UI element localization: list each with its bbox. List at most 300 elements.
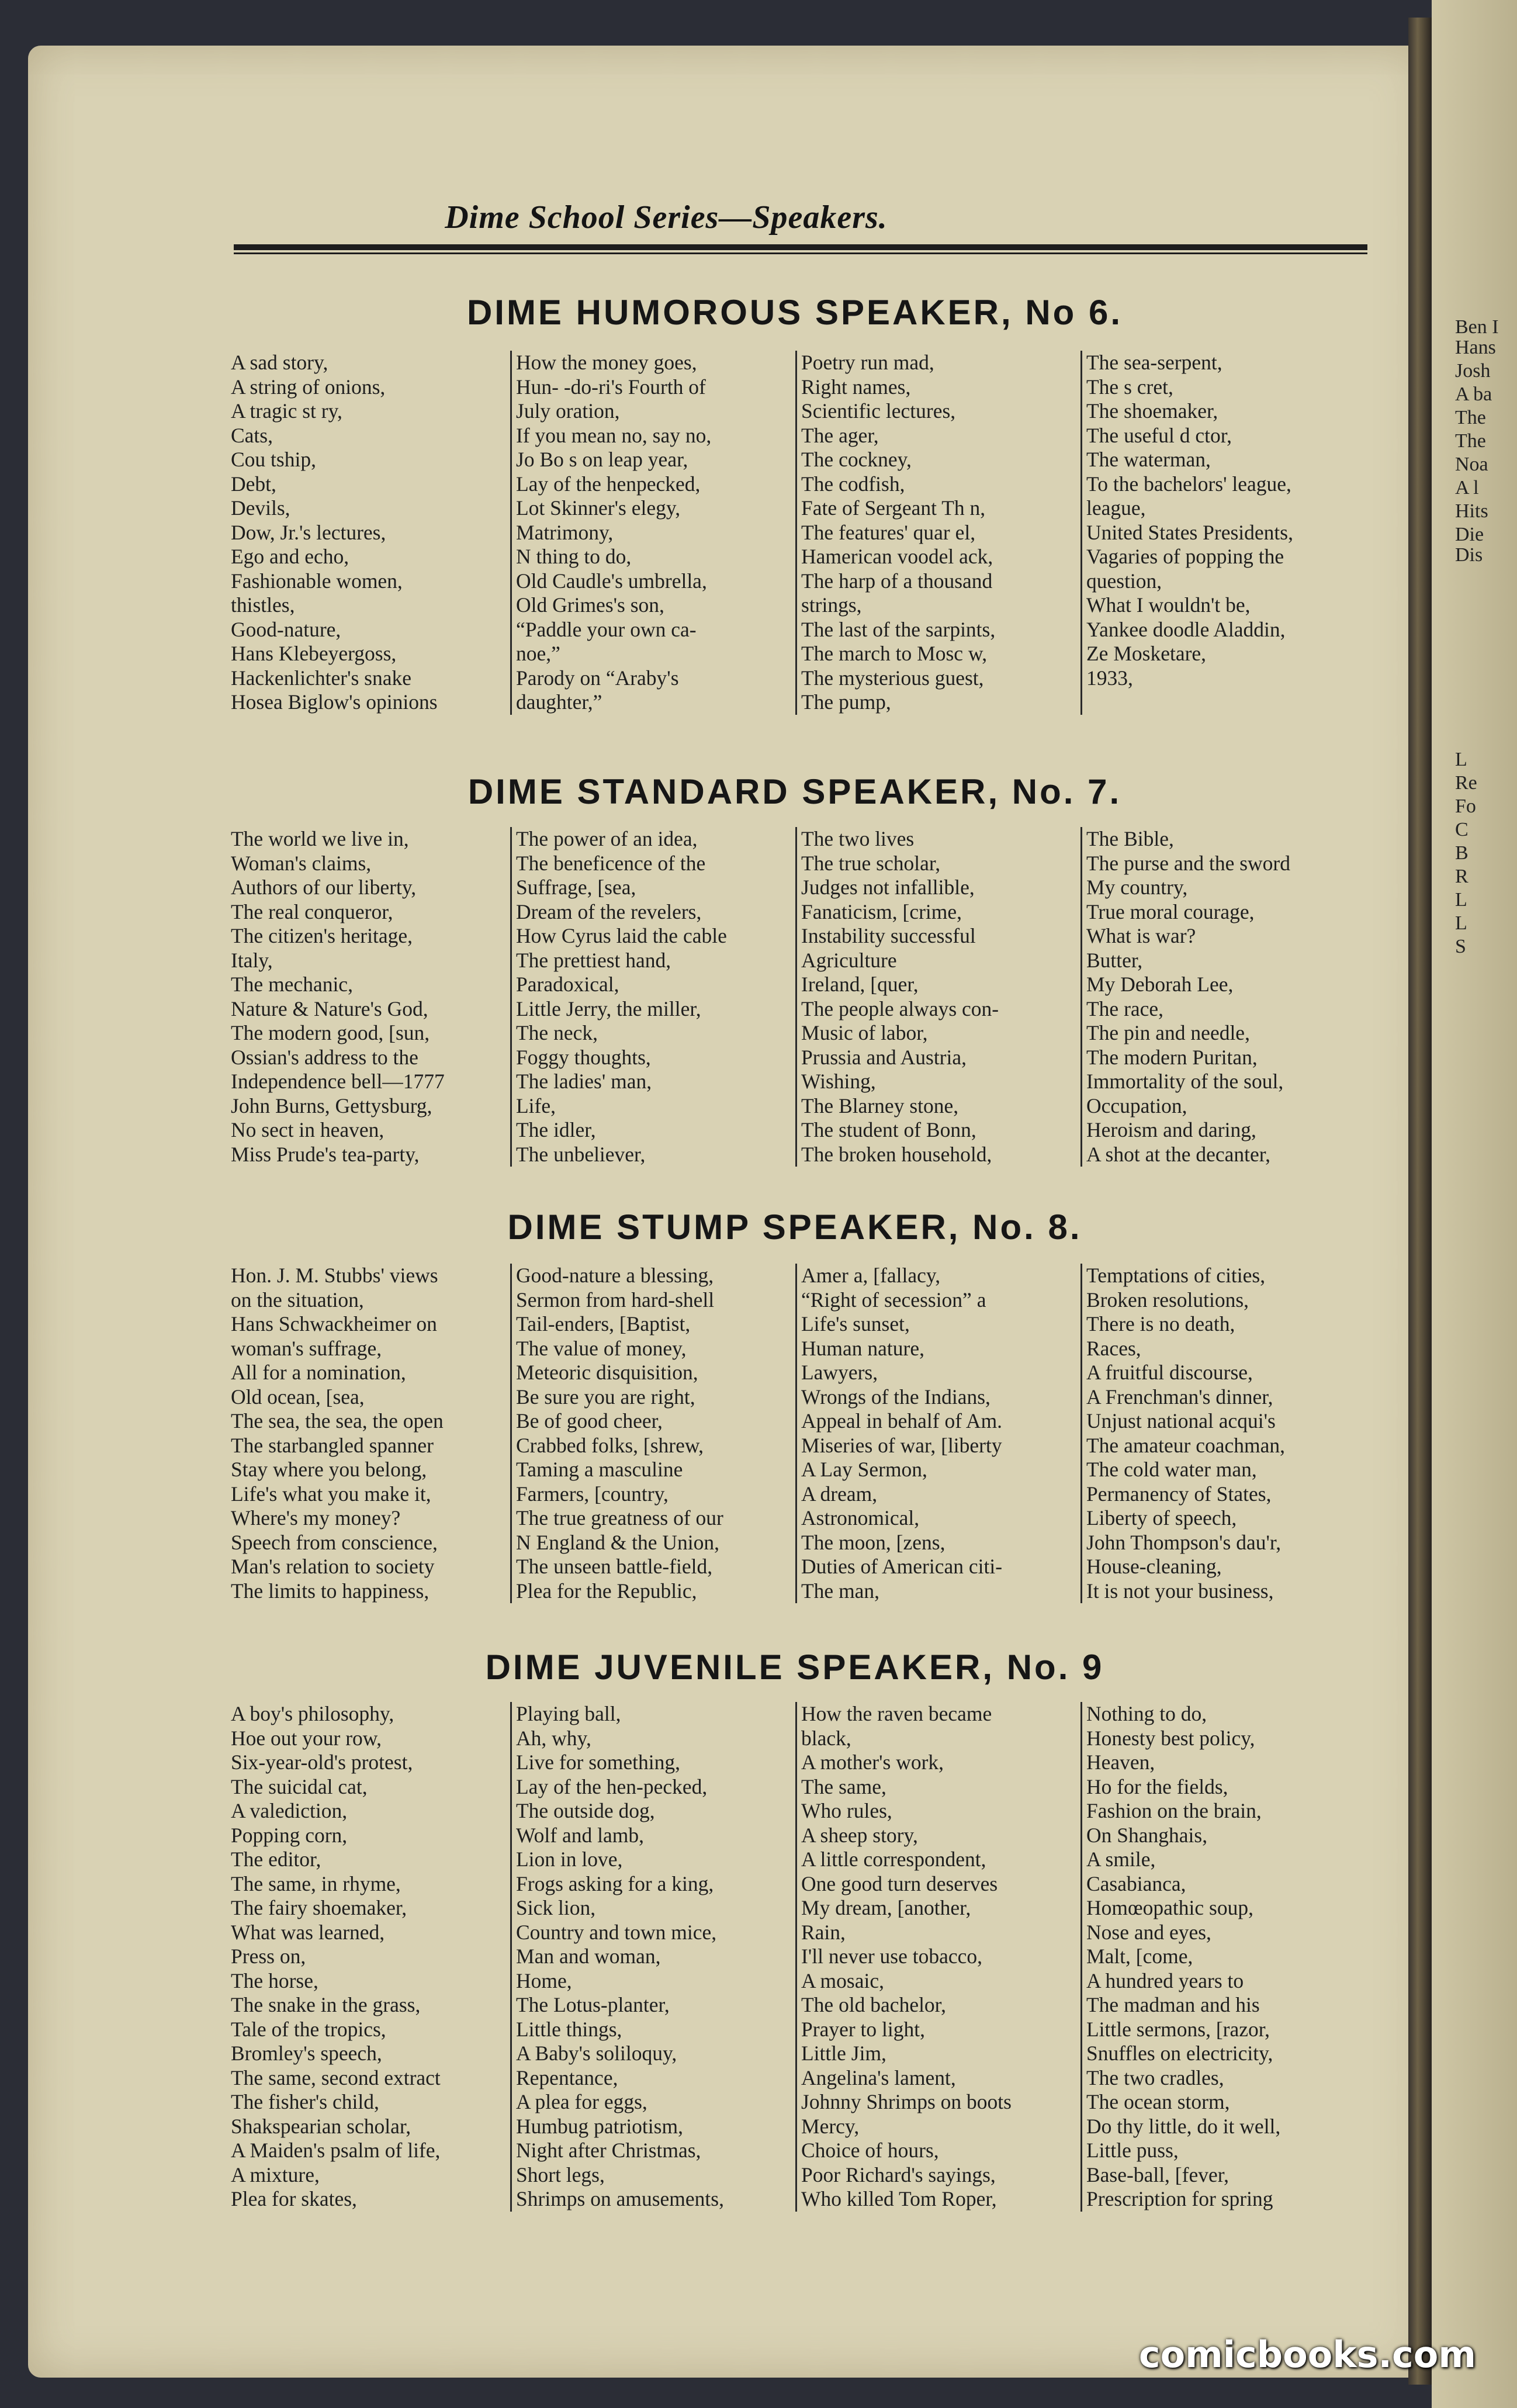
list-item: Shakspearian scholar, xyxy=(231,2114,411,2138)
fragment-text: Noa xyxy=(1455,454,1488,475)
list-item: Honesty best policy, xyxy=(1086,1726,1255,1750)
section-0-column-4 xyxy=(1086,351,1366,715)
list-item: Lion in love, xyxy=(516,1847,623,1871)
list-item: A Lay Sermon, xyxy=(801,1458,927,1481)
list-item: If you mean no, say no, xyxy=(516,423,712,447)
list-item: Casabianca, xyxy=(1086,1871,1186,1895)
list-item: A plea for eggs, xyxy=(516,2090,647,2113)
list-item: The unseen battle-field, xyxy=(516,1555,713,1578)
list-item: The snake in the grass, xyxy=(231,1993,421,2016)
list-item: A dream, xyxy=(801,1482,878,1506)
list-item: woman's suffrage, xyxy=(231,1336,382,1360)
list-item: Fanaticism, [crime, xyxy=(801,899,962,923)
fragment-text: Re xyxy=(1455,772,1477,794)
list-item: Life, xyxy=(516,1094,556,1117)
list-item: Music of labor, xyxy=(801,1021,928,1044)
list-item: A Baby's soliloquy, xyxy=(516,2042,677,2065)
list-item: thistles, xyxy=(231,593,295,617)
list-item: Sick lion, xyxy=(516,1896,596,1919)
list-item: 1933, xyxy=(1086,666,1133,690)
list-item: No sect in heaven, xyxy=(231,1118,385,1141)
list-item: Nose and eyes, xyxy=(1086,1920,1211,1944)
list-item: The race, xyxy=(1086,997,1164,1020)
section-1-column-3 xyxy=(801,827,1082,1167)
list-item: The madman and his xyxy=(1086,1993,1260,2016)
list-item: My dream, [another, xyxy=(801,1896,971,1919)
list-item: Rain, xyxy=(801,1920,846,1944)
list-item: Parody on “Araby's xyxy=(516,666,679,690)
list-item: Homœopathic soup, xyxy=(1086,1896,1253,1919)
section-1-column-4 xyxy=(1086,827,1366,1167)
list-item: My country, xyxy=(1086,876,1188,899)
list-item: Tail-enders, [Baptist, xyxy=(516,1312,691,1336)
list-item: A mosaic, xyxy=(801,1968,884,1992)
list-item: Nature & Nature's God, xyxy=(231,997,428,1020)
list-item: Taming a masculine xyxy=(516,1458,683,1481)
list-item: Lay of the henpecked, xyxy=(516,472,701,496)
list-item: Fashion on the brain, xyxy=(1086,1799,1262,1822)
list-item: True moral courage, xyxy=(1086,899,1255,923)
list-item: Do thy little, do it well, xyxy=(1086,2114,1281,2138)
list-item: Scientific lectures, xyxy=(801,399,956,423)
list-item: Astronomical, xyxy=(801,1506,920,1530)
list-item: The horse, xyxy=(231,1968,318,1992)
list-item: It is not your business, xyxy=(1086,1579,1274,1603)
list-item: On Shanghais, xyxy=(1086,1823,1208,1847)
list-item: Hon. J. M. Stubbs' views xyxy=(231,1264,438,1287)
list-item: Temptations of cities, xyxy=(1086,1264,1266,1287)
list-item: The prettiest hand, xyxy=(516,948,671,972)
list-item: The starbangled spanner xyxy=(231,1433,434,1457)
list-item: Broken resolutions, xyxy=(1086,1288,1249,1312)
list-item: A tragic st ry, xyxy=(231,399,342,423)
watermark: comicbooks.com xyxy=(1138,2333,1476,2376)
list-item: Immortality of the soul, xyxy=(1086,1070,1284,1093)
list-item: strings, xyxy=(801,593,862,617)
list-item: The broken household, xyxy=(801,1142,992,1166)
list-item: Wolf and lamb, xyxy=(516,1823,644,1847)
list-item: House-cleaning, xyxy=(1086,1555,1222,1578)
list-item: Wishing, xyxy=(801,1070,876,1093)
list-item: The pump, xyxy=(801,690,891,714)
list-item: The same, second extract xyxy=(231,2066,441,2089)
list-item: The editor, xyxy=(231,1847,321,1871)
section-3-column-1 xyxy=(231,1702,512,2212)
list-item: Little Jerry, the miller, xyxy=(516,997,701,1020)
list-item: The true greatness of our xyxy=(516,1506,723,1530)
list-item: Ze Mosketare, xyxy=(1086,642,1207,665)
list-item: Hamerican voodel ack, xyxy=(801,545,993,568)
list-item: Permanency of States, xyxy=(1086,1482,1272,1506)
list-item: Humbug patriotism, xyxy=(516,2114,683,2138)
list-item: Sermon from hard-shell xyxy=(516,1288,715,1312)
list-item: The s cret, xyxy=(1086,375,1173,399)
list-item: What is war? xyxy=(1086,924,1196,947)
fragment-text: Ben I xyxy=(1455,316,1499,338)
list-item: Wrongs of the Indians, xyxy=(801,1385,990,1409)
list-item: Playing ball, xyxy=(516,1702,621,1725)
list-item: Jo Bo s on leap year, xyxy=(516,448,688,471)
list-item: Occupation, xyxy=(1086,1094,1187,1117)
list-item: Cats, xyxy=(231,423,273,447)
list-item: The sea-serpent, xyxy=(1086,351,1222,374)
fragment-text: Dis xyxy=(1455,544,1483,566)
list-item: Judges not infallible, xyxy=(801,876,975,899)
adjacent-page-fragment xyxy=(1432,0,1517,2408)
list-item: “Right of secession” a xyxy=(801,1288,986,1312)
list-item: Country and town mice, xyxy=(516,1920,717,1944)
list-item: Hosea Biglow's opinions xyxy=(231,690,438,714)
list-item: The waterman, xyxy=(1086,448,1211,471)
list-item: Independence bell—1777 xyxy=(231,1070,445,1093)
list-item: Butter, xyxy=(1086,948,1143,972)
list-item: All for a nomination, xyxy=(231,1361,406,1384)
list-item: Woman's claims, xyxy=(231,851,372,875)
list-item: July oration, xyxy=(516,399,620,423)
list-item: Heroism and daring, xyxy=(1086,1118,1256,1141)
list-item: The outside dog, xyxy=(516,1799,655,1822)
section-3-column-3 xyxy=(801,1702,1082,2212)
list-item: A boy's philosophy, xyxy=(231,1702,394,1725)
list-item: Human nature, xyxy=(801,1336,924,1360)
list-item: Press on, xyxy=(231,1945,306,1968)
section-title-humorous-speaker: DIME HUMOROUS SPEAKER, No 6. xyxy=(466,293,1123,332)
list-item: Amer a, [fallacy, xyxy=(801,1264,941,1287)
fragment-text: C xyxy=(1455,819,1468,840)
fragment-text: B xyxy=(1455,842,1468,864)
list-item: The fairy shoemaker, xyxy=(231,1896,407,1919)
list-item: The fisher's child, xyxy=(231,2090,379,2113)
list-item: Nothing to do, xyxy=(1086,1702,1207,1725)
section-1-column-1 xyxy=(231,827,512,1167)
list-item: The cockney, xyxy=(801,448,912,471)
list-item: Choice of hours, xyxy=(801,2139,939,2162)
list-item: The last of the sarpints, xyxy=(801,617,996,641)
list-item: The two cradles, xyxy=(1086,2066,1224,2089)
list-item: Lot Skinner's elegy, xyxy=(516,496,681,520)
list-item: daughter,” xyxy=(516,690,602,714)
list-item: Poor Richard's sayings, xyxy=(801,2163,996,2186)
section-2-column-4 xyxy=(1086,1264,1366,1603)
fragment-text: S xyxy=(1455,936,1466,957)
list-item: Man's relation to society xyxy=(231,1555,435,1578)
list-item: The limits to happiness, xyxy=(231,1579,430,1603)
list-item: Stay where you belong, xyxy=(231,1458,427,1481)
list-item: Little sermons, [razor, xyxy=(1086,2017,1270,2041)
list-item: A Frenchman's dinner, xyxy=(1086,1385,1273,1409)
list-item: Plea for the Republic, xyxy=(516,1579,697,1603)
list-item: The harp of a thousand xyxy=(801,569,993,593)
list-item: The codfish, xyxy=(801,472,905,496)
list-item: A shot at the decanter, xyxy=(1086,1142,1271,1166)
list-item: Lawyers, xyxy=(801,1361,878,1384)
list-item: The world we live in, xyxy=(231,827,409,850)
list-item: Ho for the fields, xyxy=(1086,1774,1228,1798)
list-item: Races, xyxy=(1086,1336,1141,1360)
list-item: Suffrage, [sea, xyxy=(516,876,636,899)
list-item: The true scholar, xyxy=(801,851,941,875)
list-item: Appeal in behalf of Am. xyxy=(801,1409,1003,1433)
list-item: I'll never use tobacco, xyxy=(801,1945,982,1968)
fragment-text: Fo xyxy=(1455,795,1476,817)
list-item: The modern Puritan, xyxy=(1086,1045,1258,1069)
header-rule-thin xyxy=(234,252,1367,254)
list-item: To the bachelors' league, xyxy=(1086,472,1291,496)
list-item: The shoemaker, xyxy=(1086,399,1218,423)
list-item: The old bachelor, xyxy=(801,1993,946,2016)
list-item: A hundred years to xyxy=(1086,1968,1244,1992)
list-item: Who killed Tom Roper, xyxy=(801,2187,997,2210)
list-item: The value of money, xyxy=(516,1336,687,1360)
list-item: The cold water man, xyxy=(1086,1458,1257,1481)
list-item: Agriculture xyxy=(801,948,897,972)
list-item: The ladies' man, xyxy=(516,1070,652,1093)
list-item: Be of good cheer, xyxy=(516,1409,663,1433)
list-item: A Maiden's psalm of life, xyxy=(231,2139,441,2162)
list-item: A mother's work, xyxy=(801,1750,944,1774)
list-item: Speech from conscience, xyxy=(231,1530,438,1554)
list-item: Ego and echo, xyxy=(231,545,349,568)
list-item: Devils, xyxy=(231,496,290,520)
list-item: The people always con- xyxy=(801,997,999,1020)
list-item: Johnny Shrimps on boots xyxy=(801,2090,1012,2113)
list-item: A little correspondent, xyxy=(801,1847,986,1871)
list-item: A sheep story, xyxy=(801,1823,918,1847)
list-item: N thing to do, xyxy=(516,545,632,568)
list-item: Night after Christmas, xyxy=(516,2139,701,2162)
section-2-column-3 xyxy=(801,1264,1082,1603)
list-item: The two lives xyxy=(801,827,915,850)
list-item: Short legs, xyxy=(516,2163,605,2186)
list-item: The neck, xyxy=(516,1021,598,1044)
list-item: Hoe out your row, xyxy=(231,1726,382,1750)
list-item: The useful d ctor, xyxy=(1086,423,1232,447)
list-item: Life's sunset, xyxy=(801,1312,910,1336)
list-item: The march to Mosc w, xyxy=(801,642,988,665)
list-item: Hackenlichter's snake xyxy=(231,666,411,690)
fragment-text: Josh xyxy=(1455,360,1491,382)
list-item: Plea for skates, xyxy=(231,2187,357,2210)
list-item: The sea, the sea, the open xyxy=(231,1409,444,1433)
list-item: Farmers, [country, xyxy=(516,1482,669,1506)
list-item: How the money goes, xyxy=(516,351,697,374)
list-item: Miseries of war, [liberty xyxy=(801,1433,1002,1457)
list-item: The same, in rhyme, xyxy=(231,1871,401,1895)
list-item: Prayer to light, xyxy=(801,2017,925,2041)
section-title-juvenile-speaker: DIME JUVENILE SPEAKER, No. 9 xyxy=(485,1648,1104,1687)
list-item: Lay of the hen-pecked, xyxy=(516,1774,708,1798)
list-item: Liberty of speech, xyxy=(1086,1506,1237,1530)
section-0-column-1 xyxy=(231,351,512,715)
list-item: Man and woman, xyxy=(516,1945,661,1968)
section-0-column-2 xyxy=(516,351,797,715)
list-item: Unjust national acqui's xyxy=(1086,1409,1276,1433)
list-item: Good-nature a blessing, xyxy=(516,1264,714,1287)
list-item: Life's what you make it, xyxy=(231,1482,431,1506)
list-item: Fashionable women, xyxy=(231,569,403,593)
section-title-standard-speaker: DIME STANDARD SPEAKER, No. 7. xyxy=(467,772,1122,811)
fragment-text: Hits xyxy=(1455,500,1488,522)
list-item: There is no death, xyxy=(1086,1312,1235,1336)
list-item: Prussia and Austria, xyxy=(801,1045,967,1069)
page-header: Dime School Series—Speakers. xyxy=(445,199,888,236)
list-item: Duties of American citi- xyxy=(801,1555,1003,1578)
list-item: Prescription for spring xyxy=(1086,2187,1273,2210)
list-item: Ireland, [quer, xyxy=(801,973,919,996)
list-item: The mysterious guest, xyxy=(801,666,984,690)
list-item: The Bible, xyxy=(1086,827,1174,850)
list-item: league, xyxy=(1086,496,1146,520)
list-item: Snuffles on electricity, xyxy=(1086,2042,1273,2065)
list-item: Bromley's speech, xyxy=(231,2042,382,2065)
list-item: Poetry run mad, xyxy=(801,351,934,374)
list-item: Foggy thoughts, xyxy=(516,1045,651,1069)
list-item: Heaven, xyxy=(1086,1750,1155,1774)
list-item: Mercy, xyxy=(801,2114,860,2138)
list-item: Miss Prude's tea-party, xyxy=(231,1142,420,1166)
list-item: Home, xyxy=(516,1968,572,1992)
list-item: The ager, xyxy=(801,423,879,447)
fragment-text: The xyxy=(1455,407,1486,428)
list-item: The Lotus-planter, xyxy=(516,1993,670,2016)
fragment-text: R xyxy=(1455,866,1468,887)
list-item: noe,” xyxy=(516,642,560,665)
section-1-column-2 xyxy=(516,827,797,1167)
list-item: Dow, Jr.'s lectures, xyxy=(231,520,386,544)
list-item: The power of an idea, xyxy=(516,827,698,850)
list-item: The modern good, [sun, xyxy=(231,1021,430,1044)
list-item: John Burns, Gettysburg, xyxy=(231,1094,432,1117)
list-item: Where's my money? xyxy=(231,1506,401,1530)
list-item: One good turn deserves xyxy=(801,1871,998,1895)
list-item: Be sure you are right, xyxy=(516,1385,695,1409)
list-item: black, xyxy=(801,1726,851,1750)
list-item: Fate of Sergeant Th n, xyxy=(801,496,986,520)
list-item: Hans Schwackheimer on xyxy=(231,1312,437,1336)
header-rule xyxy=(234,244,1367,250)
list-item: A fruitful discourse, xyxy=(1086,1361,1253,1384)
list-item: The real conqueror, xyxy=(231,899,393,923)
list-item: Cou tship, xyxy=(231,448,316,471)
list-item: Italy, xyxy=(231,948,273,972)
list-item: N England & the Union, xyxy=(516,1530,720,1554)
list-item: Matrimony, xyxy=(516,520,614,544)
list-item: question, xyxy=(1086,569,1162,593)
list-item: The suicidal cat, xyxy=(231,1774,368,1798)
section-3-column-2 xyxy=(516,1702,797,2212)
fragment-text: The xyxy=(1455,430,1486,452)
page-gutter xyxy=(1408,18,1432,2385)
list-item: on the situation, xyxy=(231,1288,364,1312)
fragment-text: A l xyxy=(1455,477,1479,499)
list-item: The student of Bonn, xyxy=(801,1118,976,1141)
list-item: Hans Klebeyergoss, xyxy=(231,642,397,665)
list-item: Old Caudle's umbrella, xyxy=(516,569,707,593)
list-item: Repentance, xyxy=(516,2066,618,2089)
list-item: Little Jim, xyxy=(801,2042,886,2065)
list-item: Debt, xyxy=(231,472,276,496)
list-item: John Thompson's dau'r, xyxy=(1086,1530,1282,1554)
list-item: Meteoric disquisition, xyxy=(516,1361,698,1384)
list-item: The purse and the sword xyxy=(1086,851,1290,875)
list-item: The features' quar el, xyxy=(801,520,976,544)
list-item xyxy=(1086,690,1366,715)
list-item: Frogs asking for a king, xyxy=(516,1871,714,1895)
list-item: Six-year-old's protest, xyxy=(231,1750,413,1774)
section-2-column-2 xyxy=(516,1264,797,1603)
list-item: Hun- -do-ri's Fourth of xyxy=(516,375,706,399)
list-item: Little things, xyxy=(516,2017,622,2041)
list-item: What was learned, xyxy=(231,1920,385,1944)
list-item: A smile, xyxy=(1086,1847,1156,1871)
list-item: “Paddle your own ca- xyxy=(516,617,697,641)
section-title-stump-speaker: DIME STUMP SPEAKER, No. 8. xyxy=(507,1208,1082,1247)
list-item: Little puss, xyxy=(1086,2139,1179,2162)
fragment-text: L xyxy=(1455,889,1467,911)
list-item: Angelina's lament, xyxy=(801,2066,956,2089)
list-item: Base-ball, [fever, xyxy=(1086,2163,1229,2186)
list-item: The same, xyxy=(801,1774,886,1798)
list-item: Authors of our liberty, xyxy=(231,876,417,899)
list-item: The mechanic, xyxy=(231,973,353,996)
list-item: The ocean storm, xyxy=(1086,2090,1230,2113)
list-item: How the raven became xyxy=(801,1702,992,1725)
list-item: Old ocean, [sea, xyxy=(231,1385,365,1409)
list-item: A sad story, xyxy=(231,351,328,374)
list-item: The amateur coachman, xyxy=(1086,1433,1286,1457)
list-item: Ossian's address to the xyxy=(231,1045,418,1069)
list-item: Old Grimes's son, xyxy=(516,593,664,617)
fragment-text: Die xyxy=(1455,524,1484,545)
list-item: Shrimps on amusements, xyxy=(516,2187,724,2210)
list-item: Dream of the revelers, xyxy=(516,899,702,923)
list-item: Popping corn, xyxy=(231,1823,348,1847)
list-item: The moon, [zens, xyxy=(801,1530,945,1554)
list-item: The unbeliever, xyxy=(516,1142,646,1166)
list-item: The pin and needle, xyxy=(1086,1021,1250,1044)
list-item: Crabbed folks, [shrew, xyxy=(516,1433,704,1457)
list-item: Who rules, xyxy=(801,1799,892,1822)
list-item: Live for something, xyxy=(516,1750,680,1774)
list-item: Malt, [come, xyxy=(1086,1945,1193,1968)
list-item: Paradoxical, xyxy=(516,973,619,996)
list-item: What I wouldn't be, xyxy=(1086,593,1251,617)
fragment-text: Hans xyxy=(1455,337,1496,358)
fragment-text: L xyxy=(1455,912,1467,934)
list-item: How Cyrus laid the cable xyxy=(516,924,727,947)
list-item: A valediction, xyxy=(231,1799,348,1822)
list-item: The idler, xyxy=(516,1118,596,1141)
list-item: The man, xyxy=(801,1579,880,1603)
section-0-column-3 xyxy=(801,351,1082,715)
list-item: The Blarney stone, xyxy=(801,1094,959,1117)
list-item: A mixture, xyxy=(231,2163,320,2186)
list-item: Vagaries of popping the xyxy=(1086,545,1284,568)
list-item: Tale of the tropics, xyxy=(231,2017,386,2041)
list-item: Good-nature, xyxy=(231,617,341,641)
list-item: Instability successful xyxy=(801,924,976,947)
list-item: Yankee doodle Aladdin, xyxy=(1086,617,1286,641)
fragment-text: A ba xyxy=(1455,383,1492,405)
list-item: The beneficence of the xyxy=(516,851,706,875)
list-item: The citizen's heritage, xyxy=(231,924,413,947)
list-item: My Deborah Lee, xyxy=(1086,973,1234,996)
list-item: Right names, xyxy=(801,375,911,399)
section-2-column-1 xyxy=(231,1264,512,1603)
list-item: A string of onions, xyxy=(231,375,386,399)
section-3-column-4 xyxy=(1086,1702,1366,2212)
list-item: United States Presidents, xyxy=(1086,520,1293,544)
